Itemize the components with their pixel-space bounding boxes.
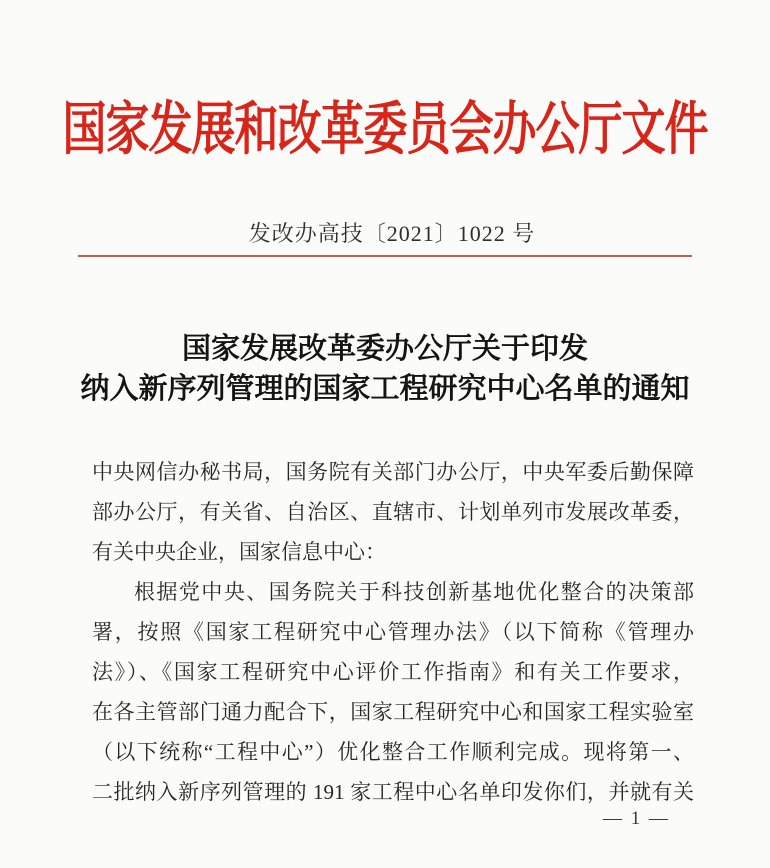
body-text-line: 根据党中央、国务院关于科技创新基地优化整合的决策部 [134, 580, 694, 604]
body-text-line: 中央网信办秘书局，国务院有关部门办公厅，中央军委后勤保障 [92, 460, 694, 484]
doc-body [92, 452, 694, 812]
red-separator-line [78, 255, 692, 257]
doc-title-line-2: 纳入新序列管理的国家工程研究中心名单的通知 [80, 373, 690, 405]
body-text-line: 法》）、《国家工程研究中心评价工作指南》和有关工作要求， [92, 660, 694, 684]
doc-title-line-1: 国家发展改革委办公厅关于印发 [181, 333, 588, 365]
red-letterhead-title: 国家发展和改革委员会办公厅文件 [62, 97, 708, 162]
doc-number: 发改办高技〔2021〕1022 号 [248, 221, 536, 246]
body-text-line: 有关中央企业，国家信息中心： [92, 540, 386, 564]
body-text-line: 部办公厅，有关省、自治区、直辖市、计划单列市发展改革委， [92, 500, 694, 524]
page-number: — 1 — [603, 808, 670, 829]
body-text-line: （以下统称“工程中心”）优化整合工作顺利完成。现将第一、 [92, 740, 694, 764]
body-text-line: 在各主管部门通力配合下，国家工程研究中心和国家工程实验室 [92, 700, 694, 724]
body-text-line: 署，按照《国家工程研究中心管理办法》（以下简称《管理办 [92, 620, 694, 644]
doc-title [0, 329, 770, 409]
body-text-line: 二批纳入新序列管理的 191 家工程中心名单印发你们，并就有关 [92, 780, 694, 804]
